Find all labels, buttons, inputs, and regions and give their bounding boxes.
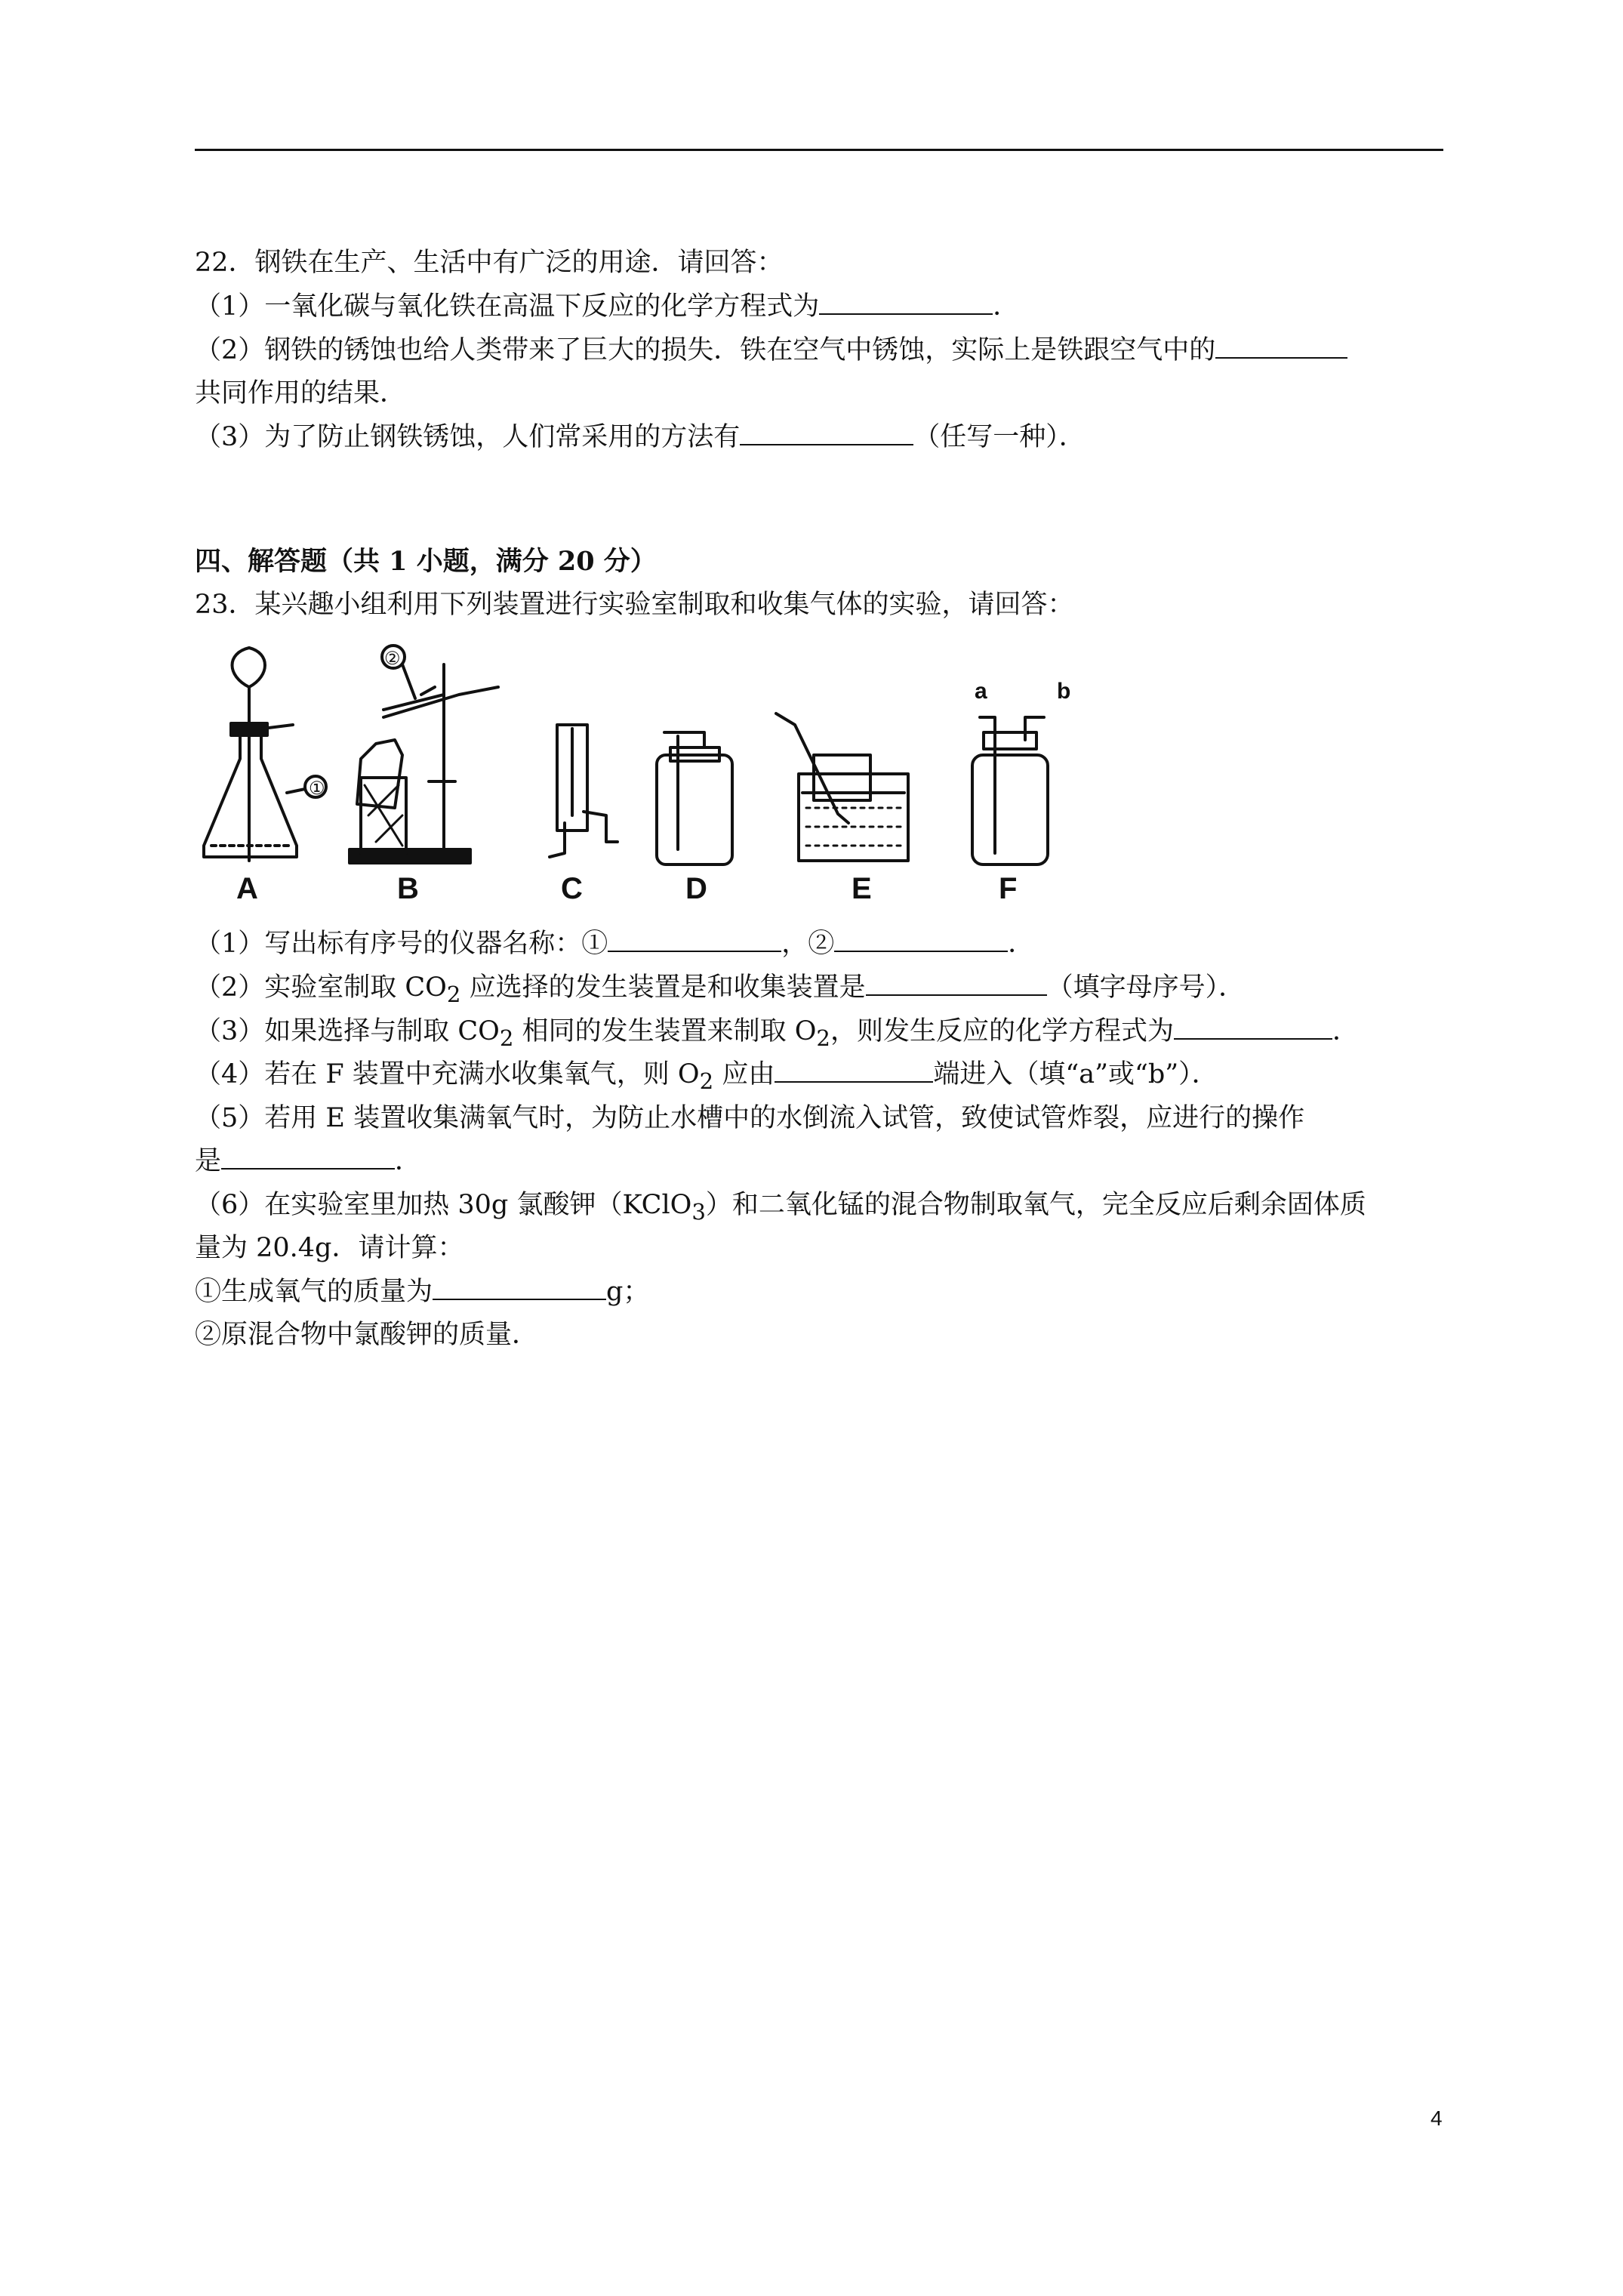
label-a: A <box>236 872 258 905</box>
q23-part6: （6）在实验室里加热 30g 氯酸钾（KClO$_3$）和二氧化锰的混合物制取氧气，完全反应后剩余固体质 <box>195 1190 1366 1225</box>
q22-part1: （1）一氧化碳与氧化铁在高温下反应的化学方程式为 ． <box>195 291 1020 322</box>
label-d: D <box>685 872 707 905</box>
q23-part6-cont: 量为 20.4g．请计算： <box>195 1233 464 1263</box>
answer-blank[interactable] <box>834 928 1008 952</box>
apparatus-c <box>550 725 617 857</box>
answer-blank[interactable] <box>819 291 993 315</box>
page-number: 4 <box>1431 2106 1443 2130</box>
apparatus-a <box>204 648 326 861</box>
label-c: C <box>561 872 583 905</box>
q23-calc1: ①生成氧气的质量为 g； <box>195 1277 650 1307</box>
q23-part5-cont: 是 ． <box>195 1146 422 1176</box>
apparatus-d <box>657 732 732 864</box>
answer-blank[interactable] <box>608 928 781 952</box>
answer-blank[interactable] <box>433 1276 606 1300</box>
answer-blank[interactable] <box>866 972 1047 996</box>
q22-part2: （2）钢铁的锈蚀也给人类带来了巨大的损失．铁在空气中锈蚀，实际上是铁跟空气中的 <box>195 334 1347 367</box>
apparatus-f <box>972 717 1048 864</box>
tube-a-label: a <box>975 679 987 704</box>
q23-intro: 23．某兴趣小组利用下列装置进行实验室制取和收集气体的实验，请回答： <box>195 590 1074 620</box>
marker-2: ② <box>384 649 401 669</box>
q23-part3: （3）如果选择与制取 $CO_2$ 相同的发生装置来制取 $O_2$，则发生反应的化学方程式为 ． <box>195 1016 1359 1051</box>
q23-calc2: ②原混合物中氯酸钾的质量． <box>195 1320 539 1350</box>
q23-part2: （2）实验室制取 $CO_2$ 应选择的发生装置是和收集装置是 （填字母序号）． <box>195 972 1246 1007</box>
apparatus-figure <box>195 634 1078 914</box>
q22-part2-cont: 共同作用的结果． <box>195 378 407 408</box>
q23-part4: （4）若在 F 装置中充满水收集氧气，则 $O_2$ 应由 端进入（填“a”或“b”）． <box>195 1059 1218 1094</box>
label-b: B <box>397 872 419 905</box>
label-f: F <box>999 872 1018 905</box>
answer-blank[interactable] <box>1215 334 1347 359</box>
q22-part3: （3）为了防止钢铁锈蚀，人们常采用的方法有 （任写一种）． <box>195 422 1086 452</box>
header-rule <box>195 149 1443 151</box>
section-heading: 四、解答题（共 1 小题，满分 20 分） <box>195 546 657 577</box>
marker-1: ① <box>309 778 325 799</box>
answer-blank[interactable] <box>1174 1015 1332 1040</box>
apparatus-b <box>350 646 498 863</box>
apparatus-e <box>776 713 908 861</box>
tube-b-label: b <box>1057 679 1071 704</box>
apparatus-diagram <box>195 634 1078 914</box>
answer-blank[interactable] <box>775 1059 933 1083</box>
label-e: E <box>852 872 872 905</box>
q23-part5: （5）若用 E 装置收集满氧气时，为防止水槽中的水倒流入试管，致使试管炸裂，应进行的操作 <box>195 1103 1305 1133</box>
q23-part1: （1）写出标有序号的仪器名称：① ，② ． <box>195 929 1035 959</box>
answer-blank[interactable] <box>740 421 913 445</box>
answer-blank[interactable] <box>221 1145 395 1170</box>
q22-intro: 22．钢铁在生产、生活中有广泛的用途．请回答： <box>195 248 784 278</box>
